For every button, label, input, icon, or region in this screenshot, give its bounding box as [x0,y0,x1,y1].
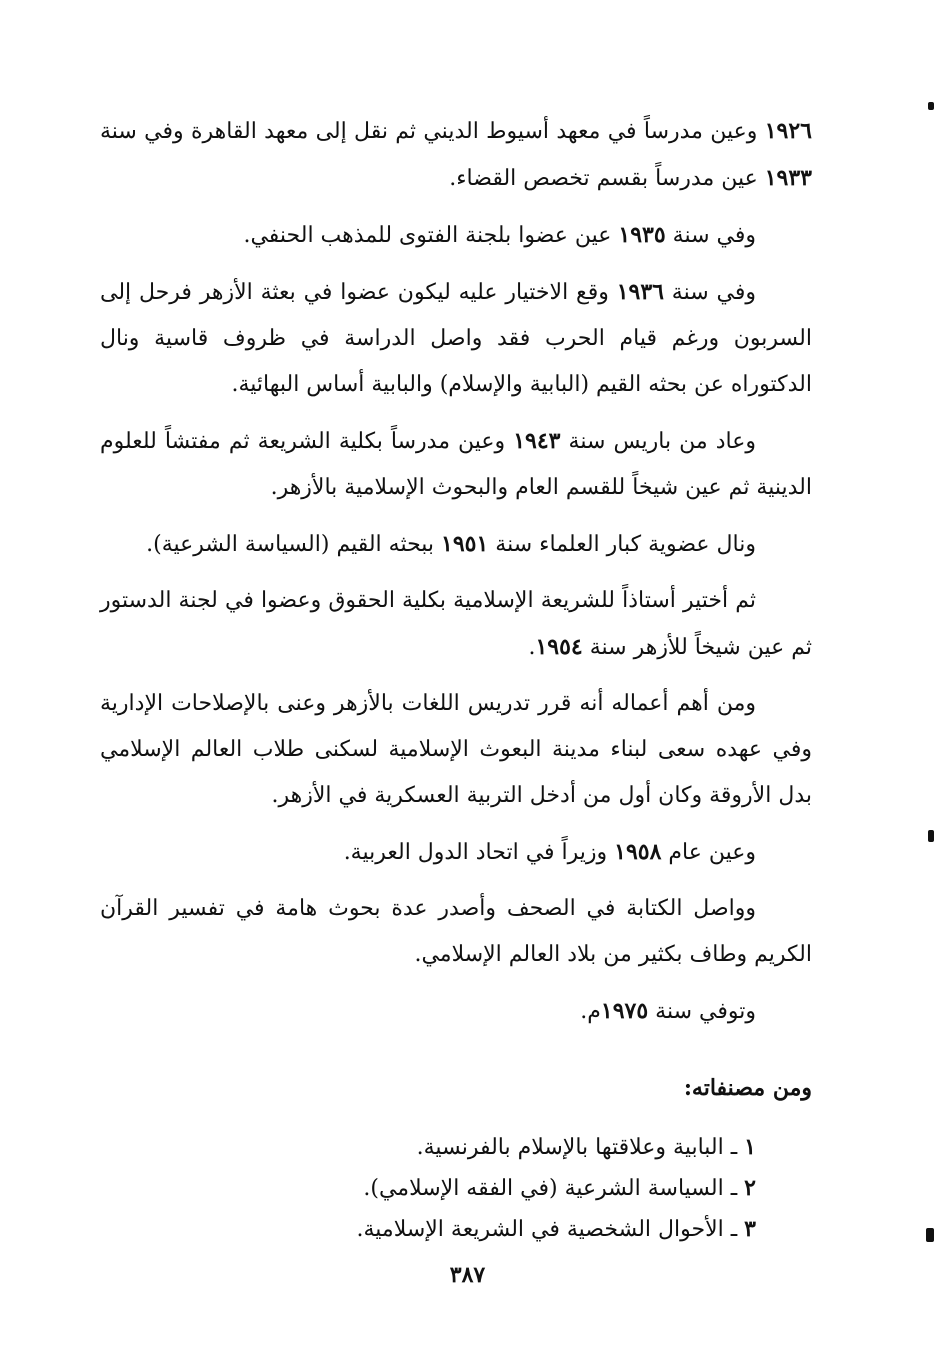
paragraph-text: ثم أختير أستاذاً للشريعة الإسلامية بكلية الحقوق وعضوا في لجنة الدستور ثم عين شيخاً للأزهر سنة [100,588,812,660]
works-item-number: ١ [744,1134,756,1160]
works-item-title: ـ السياسة الشرعية (في الفقه الإسلامي). [363,1176,745,1201]
scan-mark-dot [928,830,934,842]
paragraph-6 [100,578,812,671]
paragraph-text: . [528,635,536,660]
paragraph-text: ونال عضوية كبار العلماء سنة [488,532,756,557]
paragraph-text: وزيراً في اتحاد الدول العربية. [343,840,615,865]
works-item-title: ـ البابية وعلاقتها بالإسلام بالفرنسية. [416,1135,745,1160]
year-number: ١٩٧٥ [600,998,649,1024]
paragraph-3 [100,269,812,408]
paragraph-text: ومن أهم أعماله أنه قرر تدريس اللغات بالأزهر وعنى بالإصلاحات الإدارية وفي عهده سعى لبناء مدينة البعوث الإسلامية لسكنى طلاب العالم الإسلامي بدل الأروقة وكان أول من أدخل التربية العسكرية في الأزهر. [100,691,812,808]
paragraph-text: وعين مدرساً بكلية الشريعة ثم مفتشاً للعلوم الدينية ثم عين شيخاً للقسم العام والبحوث الإسلامية بالأزهر. [100,429,812,500]
paragraph-text: وفي سنة [663,280,756,305]
paragraph-10 [100,988,812,1035]
paragraphs-container [100,108,812,1035]
paragraph-text: عين عضوا بلجنة الفتوى للمذهب الحنفي. [243,223,619,248]
works-heading: ومن مصنفاته: [683,1075,812,1101]
paragraph-text: م. [580,999,601,1024]
paragraph-8 [100,829,812,876]
scan-mark-dot [928,102,934,110]
paragraph-9 [100,886,812,978]
paragraph-text: ببحثه القيم (السياسة الشرعية). [146,532,442,557]
year-number: ١٩٥١ [441,531,489,557]
works-item [100,1209,756,1250]
paragraph-text: عين مدرساً بقسم تخصص القضاء. [449,166,765,191]
scan-mark-dot [926,1228,934,1242]
page-number: ٣٨٧ [449,1262,486,1288]
paragraph-5 [100,521,812,568]
year-number: ١٩٥٨ [614,839,662,865]
works-list [100,1127,812,1250]
year-number: ١٩٤٣ [513,428,561,454]
year-number: ١٩٥٤ [535,634,583,660]
year-number: ١٩٣٣ [764,165,812,191]
paragraph-text: وقع الاختيار عليه ليكون عضوا في بعثة الأزهر فرحل إلى السربون ورغم قيام الحرب فقد واصل الدراسة في ظروف قاسية ونال الدكتوراه عن بحثه القيم (البابية والإسلام) والبابية أساس البهائية. [100,280,812,397]
paragraph-text: وعين عام [661,840,756,865]
paragraph-7 [100,681,812,819]
document-body [100,108,812,1250]
works-item-number: ٣ [744,1216,756,1242]
paragraph-text: وفي سنة [665,223,756,248]
paragraph-text: وتوفي سنة [648,999,756,1024]
year-number: ١٩٢٦ [764,118,812,144]
paragraph-text: وعاد من باريس سنة [560,429,756,454]
works-item [100,1168,756,1209]
paragraph-2 [100,212,812,259]
works-item-number: ٢ [744,1175,756,1201]
works-item-title: ـ الأحوال الشخصية في الشريعة الإسلامية. [356,1217,745,1242]
paragraph-4 [100,418,812,511]
year-number: ١٩٣٥ [618,222,666,248]
paragraph-1 [100,108,812,202]
works-item [100,1127,756,1168]
year-number: ١٩٣٦ [616,279,664,305]
paragraph-text: وعين مدرساً في معهد أسيوط الديني ثم نقل إلى معهد القاهرة وفي سنة [100,119,765,144]
paragraph-text: وواصل الكتابة في الصحف وأصدر عدة بحوث هامة في تفسير القرآن الكريم وطاف بكثير من بلاد العالم الإسلامي. [100,896,812,967]
